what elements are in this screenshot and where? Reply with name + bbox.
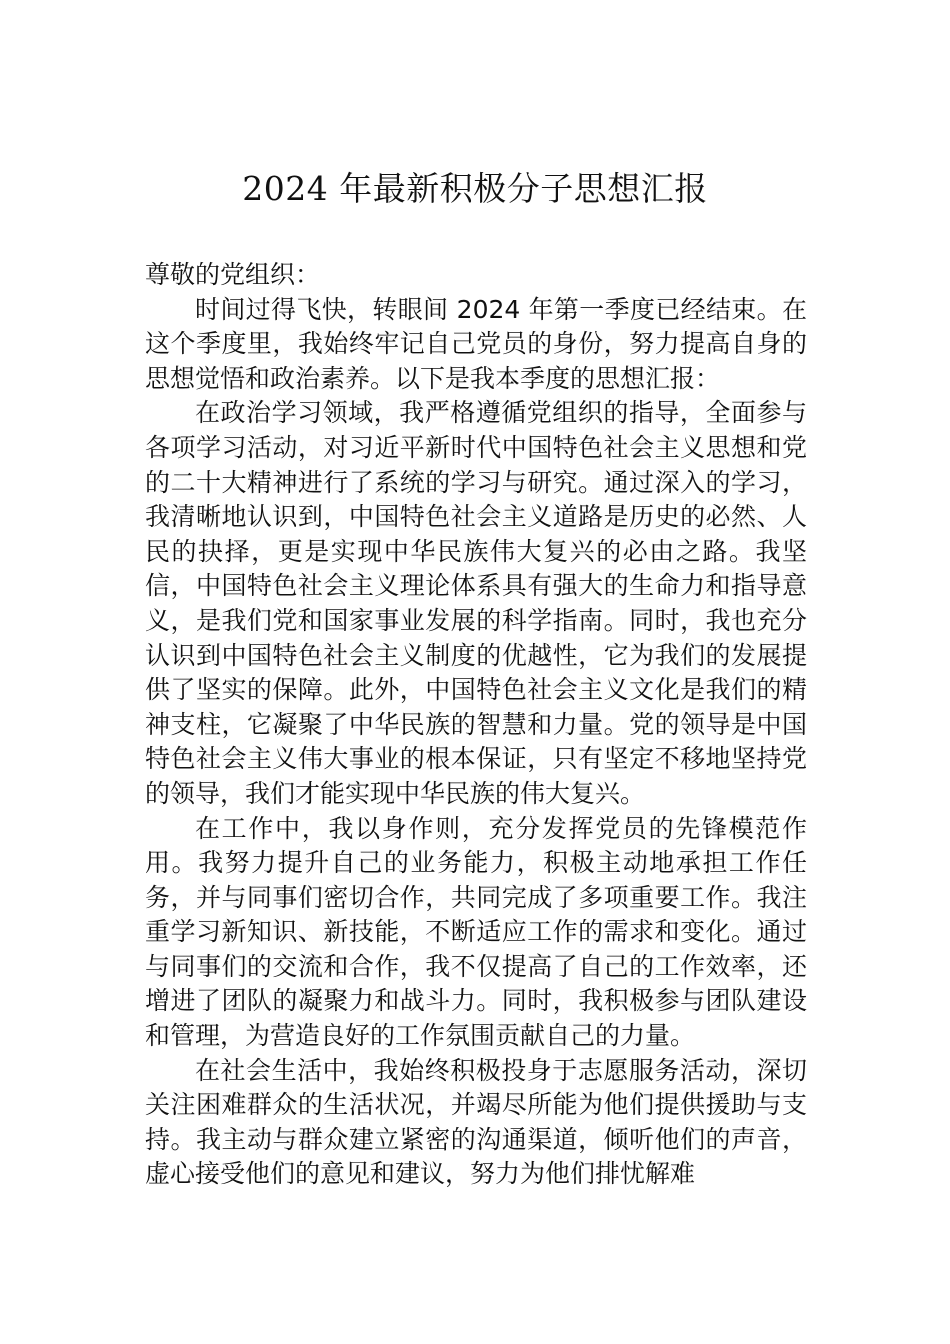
paragraph: 在社会生活中，我始终积极投身于志愿服务活动，深切关注困难群众的生活状况，并竭尽所能为他们提供援助与支持。我主动与群众建立紧密的沟通渠道，倾听他们的声音，虚心接受他们的意见和建议，努力为他们排忧解难: [145, 1055, 807, 1189]
salutation: 尊敬的党组织：: [145, 260, 321, 289]
document-body: [145, 258, 807, 1192]
paragraph: 在政治学习领域，我严格遵循党组织的指导，全面参与各项学习活动，对习近平新时代中国特色社会主义思想和党的二十大精神进行了系统的学习与研究。通过深入的学习，我清晰地认识到，中国特色社会主义道路是历史的必然、人民的抉择，更是实现中华民族伟大复兴的必由之路。我坚信，中国特色社会主义理论体系具有强大的生命力和指导意义，是我们党和国家事业发展的科学指南。同时，我也充分认识到中国特色社会主义制度的优越性，它为我们的发展提供了坚实的保障。此外，中国特色社会主义文化是我们的精神支柱，它凝聚了中华民族的智慧和力量。党的领导是中国特色社会主义伟大事业的根本保证，只有坚定不移地坚持党的领导，我们才能实现中华民族的伟大复兴。: [145, 398, 807, 808]
document-title: 2024 年最新积极分子思想汇报: [242, 169, 708, 208]
paragraph: 在工作中，我以身作则，充分发挥党员的先锋模范作用。我努力提升自己的业务能力，积极主动地承担工作任务，并与同事们密切合作，共同完成了多项重要工作。我注重学习新知识、新技能，不断适应工作的需求和变化。通过与同事们的交流和合作，我不仅提高了自己的工作效率，还增进了团队的凝聚力和战斗力。同时，我积极参与团队建设和管理，为营造良好的工作氛围贡献自己的力量。: [145, 813, 807, 1051]
paragraph: 时间过得飞快，转眼间 2024 年第一季度已经结束。在这个季度里，我始终牢记自己党员的身份，努力提高自身的思想觉悟和政治素养。以下是我本季度的思想汇报：: [145, 294, 807, 393]
